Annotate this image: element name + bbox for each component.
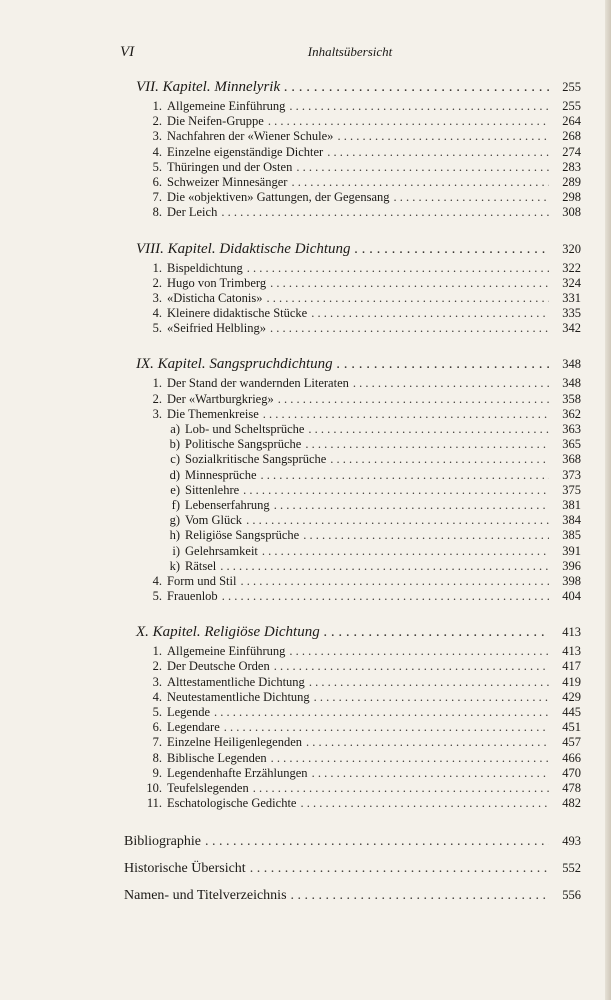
toc-subentry[interactable]: [0, 437, 611, 452]
entry-number: 4.: [152, 306, 162, 321]
entry-number: b): [169, 437, 180, 452]
chapter-block: [0, 76, 611, 221]
page-number: 255: [562, 99, 581, 113]
entry-label: Alttestamentliche Dichtung: [167, 674, 305, 689]
page-header: [120, 44, 580, 64]
dot-leader: [324, 621, 549, 643]
chapter-title-row[interactable]: [0, 621, 611, 643]
dot-leader: [220, 559, 549, 574]
toc-entry[interactable]: [0, 129, 611, 144]
toc-entry[interactable]: [0, 276, 611, 291]
entry-label: «Seifried Helbling»: [167, 321, 266, 336]
entry-label: Der Deutsche Orden: [167, 659, 270, 674]
dot-leader: [205, 828, 549, 855]
dot-leader: [261, 468, 549, 483]
dot-leader: [268, 114, 549, 129]
dot-leader: [246, 513, 549, 528]
dot-leader: [271, 751, 549, 766]
toc-entry[interactable]: [0, 574, 611, 589]
toc-entry[interactable]: [0, 99, 611, 114]
page-number: 404: [562, 589, 581, 604]
dot-leader: [214, 705, 549, 720]
entry-number: h): [169, 528, 180, 543]
dot-leader: [240, 574, 549, 589]
dot-leader: [266, 291, 549, 306]
dot-leader: [289, 644, 549, 659]
dot-leader: [308, 422, 549, 437]
entry-label: Gelehrsamkeit: [185, 543, 258, 558]
page-number: 335: [562, 306, 581, 321]
dot-leader: [394, 190, 549, 205]
page-number: 348: [562, 357, 581, 372]
toc-subentry[interactable]: [0, 528, 611, 543]
dot-leader: [291, 175, 549, 190]
dot-leader: [247, 261, 549, 276]
dot-leader: [243, 483, 549, 498]
chapter-block: [0, 353, 611, 604]
page-number: 255: [562, 80, 581, 94]
entry-number: k): [169, 558, 180, 573]
toc-entry[interactable]: [0, 675, 611, 690]
dot-leader: [337, 129, 549, 144]
dot-leader: [309, 675, 549, 690]
page-number: 482: [562, 796, 581, 811]
dot-leader: [222, 589, 549, 604]
entry-number: 1.: [152, 376, 162, 391]
entry-number: 5.: [152, 589, 162, 604]
entry-number: 1.: [152, 644, 162, 659]
entry-label: Vom Glück: [185, 513, 243, 528]
toc-entry[interactable]: [0, 735, 611, 750]
entry-label: Der Stand der wandernden Literaten: [167, 376, 349, 391]
page-number: 417: [562, 659, 581, 674]
page-number: 385: [562, 528, 581, 543]
entry-label: Minnesprüche: [185, 467, 257, 482]
entry-number: 2.: [152, 114, 162, 129]
toc-entry[interactable]: [0, 306, 611, 321]
page-number: 348: [562, 376, 581, 391]
entry-number: 1.: [152, 260, 162, 275]
page-number: 413: [562, 644, 581, 659]
back-matter-entry[interactable]: [0, 828, 611, 855]
entry-label: Form und Stil: [167, 573, 237, 588]
page-number: 398: [562, 573, 581, 588]
entry-label: Einzelne eigenständige Dichter: [167, 144, 324, 159]
back-matter-entry[interactable]: [0, 882, 611, 909]
dot-leader: [337, 353, 549, 375]
entry-label: Der Leich: [167, 205, 218, 220]
toc-entry[interactable]: [0, 175, 611, 190]
entry-label: Eschatologische Gedichte: [167, 796, 297, 811]
chapter-block: [0, 238, 611, 337]
toc-entry[interactable]: [0, 160, 611, 175]
page-number: 320: [562, 241, 581, 256]
page-number: 322: [562, 260, 581, 275]
toc-entry[interactable]: [0, 659, 611, 674]
dot-leader: [312, 766, 549, 781]
entry-number: 4.: [152, 573, 162, 588]
dot-leader: [306, 735, 549, 750]
entry-number: g): [169, 513, 180, 528]
dot-leader: [284, 76, 549, 98]
chapter-title-row[interactable]: [0, 238, 611, 260]
chapter-title: IX. Kapitel. Sangspruchdichtung: [136, 356, 333, 373]
toc-entry[interactable]: [0, 392, 611, 407]
dot-leader: [353, 376, 549, 391]
entry-label: Neutestamentliche Dichtung: [167, 689, 310, 704]
toc-entry[interactable]: [0, 751, 611, 766]
dot-leader: [300, 796, 549, 811]
dot-leader: [330, 452, 549, 467]
page-number: 384: [562, 513, 581, 528]
entry-label: Allgemeine Einführung: [167, 644, 286, 659]
page-number: 365: [562, 437, 581, 452]
entry-label: Religiöse Sangsprüche: [185, 528, 300, 543]
entry-label: Historische Übersicht: [124, 861, 246, 877]
page-number: 373: [562, 467, 581, 482]
entry-label: Der «Wartburgkrieg»: [167, 391, 274, 406]
page-number: 457: [562, 735, 581, 750]
chapter-title: VII. Kapitel. Minnelyrik: [136, 79, 281, 95]
toc-subentry[interactable]: [0, 559, 611, 574]
page-number: 308: [562, 205, 581, 220]
entry-label: Einzelne Heiligenlegenden: [167, 735, 303, 750]
toc-entry[interactable]: [0, 644, 611, 659]
entry-number: 4.: [152, 689, 162, 704]
entry-number: 10.: [146, 780, 162, 795]
chapter-block: [0, 621, 611, 811]
toc-entry[interactable]: [0, 145, 611, 160]
entry-label: Frauenlob: [167, 589, 218, 604]
entry-number: 6.: [152, 174, 162, 189]
toc-entry[interactable]: [0, 407, 611, 422]
toc-entry[interactable]: [0, 321, 611, 336]
entry-label: Namen- und Titelverzeichnis: [124, 888, 287, 904]
dot-leader: [250, 855, 549, 882]
entry-number: 2.: [152, 391, 162, 406]
entry-number: d): [169, 467, 180, 482]
entry-label: Biblische Legenden: [167, 750, 267, 765]
entry-label: Legende: [167, 705, 211, 719]
toc-entry[interactable]: [0, 781, 611, 796]
toc-entry[interactable]: [0, 376, 611, 391]
entry-number: 3.: [152, 674, 162, 689]
page-number: 478: [562, 780, 581, 795]
entry-number: a): [170, 422, 180, 436]
page-number: 396: [562, 558, 581, 573]
entry-label: Die «objektiven» Gattungen, der Gegensang: [167, 190, 390, 205]
page-number: 324: [562, 275, 581, 290]
dot-leader: [305, 437, 549, 452]
page-number: 466: [562, 750, 581, 765]
dot-leader: [291, 882, 549, 909]
entry-label: Legendenhafte Erzählungen: [167, 765, 308, 780]
page-number: 375: [562, 482, 581, 497]
chapter-title-row[interactable]: [0, 76, 611, 98]
toc-subentry[interactable]: [0, 483, 611, 498]
toc-subentry[interactable]: [0, 498, 611, 513]
page-number: 429: [562, 689, 581, 704]
page-number: 289: [562, 174, 581, 189]
page-number: 358: [562, 391, 581, 406]
entry-label: Legendare: [167, 720, 220, 735]
dot-leader: [303, 528, 549, 543]
back-matter-entry[interactable]: [0, 855, 611, 882]
folio: VI: [120, 44, 135, 60]
entry-label: Die Themenkreise: [167, 406, 259, 421]
entry-label: Allgemeine Einführung: [167, 99, 286, 113]
entry-label: Teufelslegenden: [167, 780, 249, 795]
chapter-title: X. Kapitel. Religiöse Dichtung: [136, 624, 320, 641]
toc-entry[interactable]: [0, 190, 611, 205]
page-number: 264: [562, 114, 581, 129]
page-number: 268: [562, 129, 581, 144]
page-number: 556: [562, 888, 581, 903]
dot-leader: [311, 306, 549, 321]
entry-label: Bibliographie: [124, 834, 201, 850]
dot-leader: [355, 238, 549, 260]
entry-number: 3.: [152, 290, 162, 305]
toc-entry[interactable]: [0, 291, 611, 306]
toc-entry[interactable]: [0, 205, 611, 220]
dot-leader: [270, 276, 549, 291]
entry-number: i): [172, 543, 180, 558]
entry-label: Schweizer Minnesänger: [167, 174, 288, 189]
toc-entry[interactable]: [0, 796, 611, 811]
dot-leader: [253, 781, 549, 796]
dot-leader: [296, 160, 549, 175]
entry-label: Kleinere didaktische Stücke: [167, 306, 308, 321]
entry-label: Politische Sangsprüche: [185, 437, 302, 452]
entry-number: 7.: [152, 735, 162, 750]
entry-label: Lob- und Scheltsprüche: [185, 422, 305, 436]
entry-label: Lebenserfahrung: [185, 497, 270, 512]
page-number: 368: [562, 452, 581, 467]
toc-entry[interactable]: [0, 114, 611, 129]
entry-number: 5.: [152, 159, 162, 174]
entry-number: c): [170, 452, 180, 467]
entry-number: 2.: [152, 275, 162, 290]
toc-subentry[interactable]: [0, 452, 611, 467]
toc-subentry[interactable]: [0, 422, 611, 437]
entry-number: e): [170, 482, 180, 497]
entry-number: 6.: [152, 720, 162, 735]
dot-leader: [274, 498, 549, 513]
page-number: 363: [562, 422, 581, 436]
toc-entry[interactable]: [0, 690, 611, 705]
entry-label: Hugo von Trimberg: [167, 275, 267, 290]
dot-leader: [274, 659, 549, 674]
entry-label: Sittenlehre: [185, 482, 240, 497]
entry-number: 5.: [152, 705, 162, 719]
entry-label: Nachfahren der «Wiener Schule»: [167, 129, 334, 144]
entry-number: 3.: [152, 406, 162, 421]
entry-number: 5.: [152, 321, 162, 336]
entry-number: 8.: [152, 750, 162, 765]
page-number: 493: [562, 834, 581, 849]
entry-number: 11.: [146, 796, 162, 811]
toc-subentry[interactable]: [0, 468, 611, 483]
page-number: 298: [562, 190, 581, 205]
page-number: 381: [562, 497, 581, 512]
dot-leader: [289, 99, 549, 114]
entry-label: «Disticha Catonis»: [167, 290, 263, 305]
page-number: 470: [562, 765, 581, 780]
entry-label: Bispeldichtung: [167, 260, 243, 275]
chapter-title-row[interactable]: [0, 353, 611, 375]
dot-leader: [314, 690, 549, 705]
entry-number: 3.: [152, 129, 162, 144]
toc-entry[interactable]: [0, 589, 611, 604]
page-number: 445: [562, 705, 581, 719]
entry-number: 1.: [152, 99, 162, 113]
back-matter: [0, 828, 611, 909]
table-of-contents: [0, 76, 611, 909]
page-number: 283: [562, 159, 581, 174]
dot-leader: [270, 321, 549, 336]
page-number: 413: [562, 625, 581, 640]
page-number: 451: [562, 720, 581, 735]
entry-number: 2.: [152, 659, 162, 674]
dot-leader: [263, 407, 549, 422]
toc-entry[interactable]: [0, 720, 611, 735]
toc-entry[interactable]: [0, 705, 611, 720]
chapter-title: VIII. Kapitel. Didaktische Dichtung: [136, 240, 351, 257]
entry-number: f): [171, 497, 180, 512]
dot-leader: [278, 392, 549, 407]
toc-entry[interactable]: [0, 261, 611, 276]
page-number: 391: [562, 543, 581, 558]
entry-label: Rätsel: [185, 558, 217, 573]
page-number: 274: [562, 144, 581, 159]
dot-leader: [221, 205, 549, 220]
entry-number: 7.: [152, 190, 162, 205]
page-number: 552: [562, 861, 581, 876]
page-number: 342: [562, 321, 581, 336]
running-title: Inhaltsübersicht: [307, 44, 393, 59]
page-number: 331: [562, 290, 581, 305]
toc-subentry[interactable]: [0, 513, 611, 528]
toc-entry[interactable]: [0, 766, 611, 781]
entry-number: 9.: [152, 765, 162, 780]
page-number: 362: [562, 406, 581, 421]
entry-number: 4.: [152, 144, 162, 159]
entry-label: Sozialkritische Sangsprüche: [185, 452, 327, 467]
entry-label: Die Neifen-Gruppe: [167, 114, 264, 129]
entry-label: Thüringen und der Osten: [167, 159, 293, 174]
dot-leader: [262, 544, 549, 559]
page-number: 419: [562, 674, 581, 689]
toc-subentry[interactable]: [0, 544, 611, 559]
entry-number: 8.: [152, 205, 162, 220]
dot-leader: [327, 145, 549, 160]
dot-leader: [224, 720, 549, 735]
